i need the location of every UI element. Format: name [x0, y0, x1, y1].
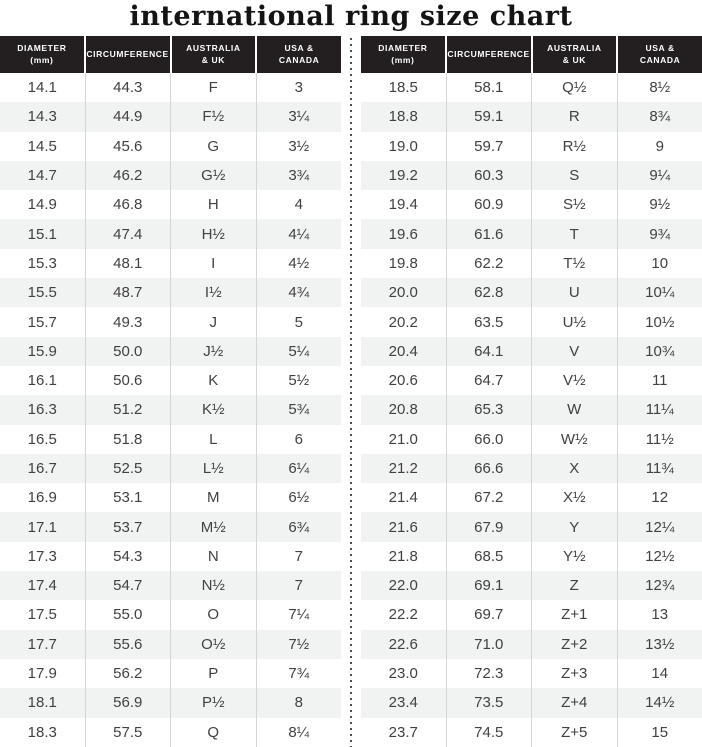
table-cell: L½ — [171, 454, 257, 483]
table-cell: T½ — [532, 249, 618, 278]
table-cell: 3½ — [288, 137, 310, 155]
table-row — [361, 425, 702, 454]
table-cell: 14.3 — [0, 102, 86, 131]
table-cell: 10½ — [645, 313, 675, 331]
table-cell: 18.8 — [361, 102, 447, 131]
table-cell: 17.4 — [0, 571, 86, 600]
table-cell: 69.1 — [447, 571, 533, 600]
table-cell: 13 — [651, 606, 669, 624]
table-cell: V — [532, 337, 618, 366]
table-cell: 12½ — [645, 547, 675, 565]
table-cell: 10 — [651, 254, 669, 272]
column-header-australia-uk: AUSTRALIA & UK — [172, 36, 256, 73]
table-cell: I — [171, 249, 257, 278]
table-cell: 8¾ — [649, 108, 671, 126]
table-row — [361, 659, 702, 688]
table-cell: Y — [532, 512, 618, 541]
table-cell: Z+5 — [532, 718, 618, 747]
table-cell: 53.1 — [86, 483, 172, 512]
table-cell: 53.7 — [86, 512, 172, 541]
table-row — [361, 600, 702, 629]
table-cell: 6¼ — [288, 460, 310, 477]
table-cell: X½ — [532, 483, 618, 512]
table-cell: 44.9 — [86, 102, 172, 131]
table-cell: 12¾ — [645, 577, 675, 595]
table-row — [361, 132, 702, 161]
table-cell: 5¾ — [288, 401, 310, 419]
table-row — [0, 600, 341, 629]
table-cell: 9¾ — [649, 225, 671, 243]
table-cell: 11½ — [645, 430, 674, 448]
table-cell: 44.3 — [86, 73, 172, 102]
table-header-row — [0, 36, 341, 73]
table-row — [361, 278, 702, 307]
table-cell: 17.5 — [0, 600, 86, 629]
table-cell: 14.5 — [0, 132, 86, 161]
table-cell: Z+3 — [532, 659, 618, 688]
table-cell: W½ — [532, 425, 618, 454]
table-cell: 55.6 — [86, 630, 172, 659]
table-cell: 6 — [294, 430, 303, 448]
table-cell: 8½ — [649, 79, 671, 97]
table-cell: G — [171, 132, 257, 161]
table-row — [0, 366, 341, 395]
table-cell: 6½ — [288, 489, 310, 507]
table-cell: Y½ — [532, 542, 618, 571]
table-cell: 20.8 — [361, 395, 447, 424]
table-cell: 16.5 — [0, 425, 86, 454]
table-cell: 7½ — [288, 635, 310, 653]
table-cell: 52.5 — [86, 454, 172, 483]
table-cell: 22.0 — [361, 571, 447, 600]
table-cell: 50.6 — [86, 366, 172, 395]
table-cell: 15.7 — [0, 307, 86, 336]
table-row — [361, 337, 702, 366]
table-cell: 10¾ — [645, 342, 675, 360]
table-cell: 19.4 — [361, 190, 447, 219]
table-cell: 49.3 — [86, 307, 172, 336]
table-cell: 8¼ — [288, 723, 310, 741]
table-cell: 4 — [294, 196, 303, 214]
table-cell: 20.0 — [361, 278, 447, 307]
table-row — [0, 571, 341, 600]
tables-container — [0, 36, 702, 747]
table-cell: R — [532, 102, 618, 131]
table-cell: 74.5 — [447, 718, 533, 747]
column-header-diameter: DIAMETER (mm) — [361, 36, 445, 73]
table-row — [0, 161, 341, 190]
table-cell: 12 — [651, 489, 669, 507]
table-cell: 13½ — [645, 635, 675, 653]
column-header-circumference: CIRCUMFERENCE — [447, 36, 531, 73]
table-cell: H½ — [171, 219, 257, 248]
table-row — [361, 307, 702, 336]
table-cell: Z — [532, 571, 618, 600]
table-row — [0, 512, 341, 541]
table-cell: 15.9 — [0, 337, 86, 366]
table-cell: V½ — [532, 366, 618, 395]
table-cell: 15 — [651, 723, 669, 741]
table-cell: K — [171, 366, 257, 395]
table-cell: 21.8 — [361, 542, 447, 571]
table-row — [361, 454, 702, 483]
table-row — [361, 542, 702, 571]
table-cell: 23.4 — [361, 688, 447, 717]
table-cell: P — [171, 659, 257, 688]
table-cell: 4½ — [288, 254, 310, 272]
table-cell: 50.0 — [86, 337, 172, 366]
table-cell: 22.2 — [361, 600, 447, 629]
table-cell: 16.9 — [0, 483, 86, 512]
table-row — [361, 219, 702, 248]
table-row — [361, 161, 702, 190]
table-cell: 23.0 — [361, 659, 447, 688]
table-row — [361, 718, 702, 747]
table-cell: 3¾ — [288, 167, 310, 185]
table-cell: O½ — [171, 630, 257, 659]
table-cell: 22.6 — [361, 630, 447, 659]
table-row — [0, 425, 341, 454]
table-row — [0, 73, 341, 102]
table-cell: 60.3 — [447, 161, 533, 190]
column-header-australia-uk: AUSTRALIA & UK — [533, 36, 617, 73]
table-cell: 5 — [294, 313, 303, 331]
table-cell: 15.3 — [0, 249, 86, 278]
table-cell: Z+2 — [532, 630, 618, 659]
table-cell: 6¾ — [288, 518, 310, 536]
table-cell: 9¼ — [649, 167, 671, 185]
table-cell: 7 — [294, 577, 303, 595]
table-cell: 64.7 — [447, 366, 533, 395]
table-cell: 14 — [651, 665, 669, 683]
table-row — [361, 190, 702, 219]
table-row — [361, 366, 702, 395]
table-cell: 17.3 — [0, 542, 86, 571]
table-cell: 62.8 — [447, 278, 533, 307]
table-cell: 66.0 — [447, 425, 533, 454]
table-cell: 21.4 — [361, 483, 447, 512]
table-row — [0, 278, 341, 307]
table-cell: 58.1 — [447, 73, 533, 102]
table-cell: 15.1 — [0, 219, 86, 248]
table-cell: F — [171, 73, 257, 102]
table-cell: 7¼ — [288, 606, 310, 624]
table-cell: 3¼ — [288, 108, 310, 126]
table-cell: 8 — [294, 694, 303, 712]
table-row — [0, 307, 341, 336]
table-cell: 19.6 — [361, 219, 447, 248]
table-body-right — [361, 73, 702, 747]
table-cell: 67.9 — [447, 512, 533, 541]
table-cell: 16.3 — [0, 395, 86, 424]
table-cell: 64.1 — [447, 337, 533, 366]
table-cell: M — [171, 483, 257, 512]
table-cell: 45.6 — [86, 132, 172, 161]
table-row — [0, 483, 341, 512]
table-cell: 9½ — [649, 196, 671, 214]
column-header-usa-canada: USA & CANADA — [257, 36, 341, 73]
column-header-diameter: DIAMETER (mm) — [0, 36, 84, 73]
table-row — [361, 249, 702, 278]
table-row — [361, 571, 702, 600]
table-cell: 14.7 — [0, 161, 86, 190]
table-cell: 46.8 — [86, 190, 172, 219]
table-cell: K½ — [171, 395, 257, 424]
table-cell: 16.1 — [0, 366, 86, 395]
table-body-left — [0, 73, 341, 747]
table-cell: 62.2 — [447, 249, 533, 278]
table-cell: 21.0 — [361, 425, 447, 454]
table-row — [0, 688, 341, 717]
ring-size-table-right — [361, 36, 702, 747]
table-cell: I½ — [171, 278, 257, 307]
table-cell: 61.6 — [447, 219, 533, 248]
table-row — [0, 132, 341, 161]
table-cell: X — [532, 454, 618, 483]
table-cell: 20.4 — [361, 337, 447, 366]
table-cell: 3 — [294, 79, 303, 97]
table-cell: 4¼ — [288, 225, 310, 243]
table-cell: 17.9 — [0, 659, 86, 688]
table-cell: P½ — [171, 688, 257, 717]
table-cell: 16.7 — [0, 454, 86, 483]
table-cell: S — [532, 161, 618, 190]
table-cell: J½ — [171, 337, 257, 366]
table-cell: 69.7 — [447, 600, 533, 629]
column-header-circumference: CIRCUMFERENCE — [86, 36, 170, 73]
table-cell: 54.3 — [86, 542, 172, 571]
table-cell: 14½ — [645, 694, 675, 712]
table-cell: U — [532, 278, 618, 307]
table-cell: 11¼ — [645, 401, 674, 419]
table-row — [0, 718, 341, 747]
table-row — [361, 73, 702, 102]
column-header-usa-canada: USA & CANADA — [618, 36, 702, 73]
table-cell: 15.5 — [0, 278, 86, 307]
table-cell: 14.1 — [0, 73, 86, 102]
table-cell: 48.1 — [86, 249, 172, 278]
table-cell: 21.2 — [361, 454, 447, 483]
table-cell: 57.5 — [86, 718, 172, 747]
table-cell: 10¼ — [645, 284, 675, 302]
table-row — [361, 630, 702, 659]
table-cell: 12¼ — [645, 518, 675, 536]
table-row — [361, 483, 702, 512]
table-cell: 7 — [294, 547, 303, 565]
table-cell: 21.6 — [361, 512, 447, 541]
table-cell: 51.8 — [86, 425, 172, 454]
table-cell: 55.0 — [86, 600, 172, 629]
table-cell: 11 — [651, 372, 668, 390]
table-row — [361, 102, 702, 131]
table-cell: 7¾ — [288, 665, 310, 683]
table-cell: 5¼ — [288, 342, 310, 360]
table-row — [0, 190, 341, 219]
table-cell: 9 — [655, 137, 664, 155]
table-cell: U½ — [532, 307, 618, 336]
table-row — [0, 630, 341, 659]
table-cell: G½ — [171, 161, 257, 190]
table-cell: H — [171, 190, 257, 219]
table-cell: O — [171, 600, 257, 629]
table-cell: 68.5 — [447, 542, 533, 571]
table-cell: 72.3 — [447, 659, 533, 688]
table-row — [0, 659, 341, 688]
table-row — [0, 249, 341, 278]
table-row — [0, 395, 341, 424]
table-row — [361, 688, 702, 717]
table-cell: N — [171, 542, 257, 571]
table-cell: 51.2 — [86, 395, 172, 424]
table-cell: Z+1 — [532, 600, 618, 629]
table-cell: 20.2 — [361, 307, 447, 336]
table-cell: 23.7 — [361, 718, 447, 747]
table-row — [0, 337, 341, 366]
table-cell: 17.1 — [0, 512, 86, 541]
table-cell: 14.9 — [0, 190, 86, 219]
ring-size-table-left — [0, 36, 341, 747]
table-cell: W — [532, 395, 618, 424]
table-cell: J — [171, 307, 257, 336]
table-cell: 56.2 — [86, 659, 172, 688]
table-cell: T — [532, 219, 618, 248]
table-cell: M½ — [171, 512, 257, 541]
table-row — [361, 395, 702, 424]
table-row — [0, 102, 341, 131]
table-cell: 46.2 — [86, 161, 172, 190]
table-cell: F½ — [171, 102, 257, 131]
table-cell: 48.7 — [86, 278, 172, 307]
table-cell: 59.7 — [447, 132, 533, 161]
table-cell: 73.5 — [447, 688, 533, 717]
table-cell: 20.6 — [361, 366, 447, 395]
table-cell: 60.9 — [447, 190, 533, 219]
table-cell: 19.2 — [361, 161, 447, 190]
table-row — [0, 542, 341, 571]
table-cell: 71.0 — [447, 630, 533, 659]
table-cell: 56.9 — [86, 688, 172, 717]
table-row — [0, 454, 341, 483]
table-cell: 54.7 — [86, 571, 172, 600]
table-cell: Q½ — [532, 73, 618, 102]
table-cell: 47.4 — [86, 219, 172, 248]
table-cell: R½ — [532, 132, 618, 161]
table-cell: 63.5 — [447, 307, 533, 336]
dotted-divider — [341, 36, 361, 747]
table-cell: 4¾ — [288, 284, 310, 302]
table-row — [0, 219, 341, 248]
table-cell: 11¾ — [645, 460, 674, 477]
table-cell: 66.6 — [447, 454, 533, 483]
table-cell: 19.8 — [361, 249, 447, 278]
table-header-row — [361, 36, 702, 73]
table-cell: Z+4 — [532, 688, 618, 717]
table-cell: Q — [171, 718, 257, 747]
table-cell: 5½ — [288, 372, 310, 390]
table-cell: 19.0 — [361, 132, 447, 161]
table-row — [361, 512, 702, 541]
table-cell: 17.7 — [0, 630, 86, 659]
table-cell: 65.3 — [447, 395, 533, 424]
table-cell: 59.1 — [447, 102, 533, 131]
table-cell: 67.2 — [447, 483, 533, 512]
table-cell: L — [171, 425, 257, 454]
table-cell: S½ — [532, 190, 618, 219]
table-cell: 18.3 — [0, 718, 86, 747]
table-cell: N½ — [171, 571, 257, 600]
table-cell: 18.5 — [361, 73, 447, 102]
table-cell: 18.1 — [0, 688, 86, 717]
page-title: international ring size chart — [129, 1, 573, 32]
